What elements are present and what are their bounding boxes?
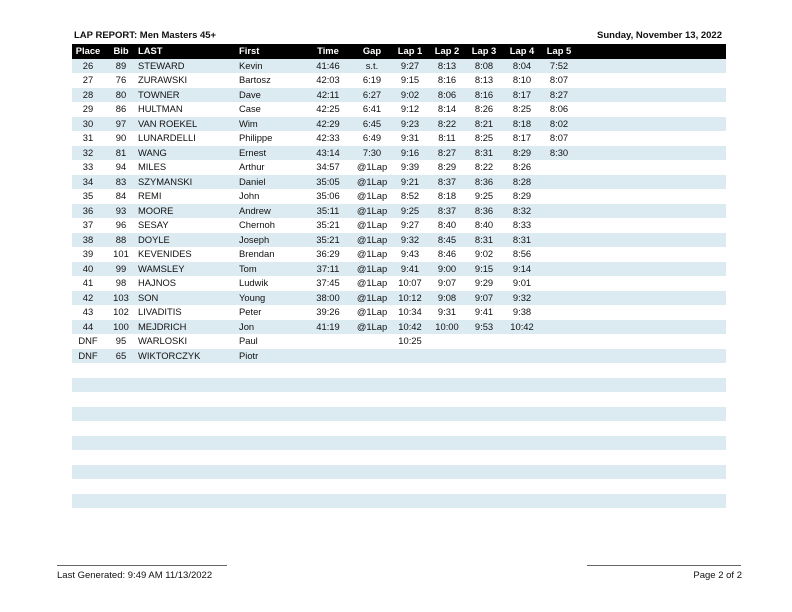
table-row — [72, 378, 726, 393]
lap-table — [72, 44, 726, 508]
cell-time: 41:19 — [316, 320, 340, 332]
table-row — [72, 131, 726, 146]
cell-lap3: 9:53 — [474, 320, 494, 332]
cell-last: WANG — [138, 146, 167, 158]
cell-first: Jon — [239, 320, 255, 332]
cell-first: Bartosz — [239, 74, 271, 85]
col-header-bib: Bib — [113, 45, 129, 56]
table-header-row — [72, 44, 726, 59]
table-row — [72, 450, 726, 465]
cell-gap: @1Lap — [356, 175, 388, 187]
cell-lap3: 9:41 — [474, 306, 494, 317]
cell-first: Ernest — [239, 146, 267, 158]
cell-time: 36:29 — [316, 248, 340, 259]
cell-last: WAMSLEY — [138, 262, 185, 274]
table-row — [72, 146, 726, 161]
cell-lap1: 9:32 — [400, 233, 420, 245]
cell-time: 35:06 — [316, 190, 340, 201]
cell-lap1: 9:21 — [400, 175, 420, 187]
col-header-lap5: Lap 5 — [546, 45, 572, 56]
cell-first: Philippe — [239, 132, 273, 143]
col-header-gap: Gap — [362, 45, 382, 56]
cell-bib: 83 — [115, 175, 127, 187]
cell-gap: @1Lap — [356, 204, 388, 216]
cell-last: SESAY — [138, 219, 169, 230]
cell-gap: 6:41 — [362, 103, 382, 114]
cell-last: HAJNOS — [138, 277, 177, 288]
table-row — [72, 218, 726, 233]
table-row — [72, 175, 726, 190]
cell-first: Piotr — [239, 349, 259, 361]
cell-lap2: 10:00 — [435, 320, 459, 332]
cell-lap4: 8:17 — [512, 132, 532, 143]
cell-lap4: 8:25 — [512, 103, 532, 114]
cell-place: 34 — [82, 175, 94, 187]
table-row — [72, 421, 726, 436]
cell-bib: 101 — [113, 248, 129, 259]
cell-lap4: 8:28 — [512, 175, 532, 187]
cell-place: 35 — [82, 190, 94, 201]
cell-place: 30 — [82, 117, 94, 129]
cell-place: 27 — [82, 74, 94, 85]
cell-lap4: 8:56 — [512, 248, 532, 259]
cell-first: Wim — [239, 117, 258, 129]
cell-place: 29 — [82, 103, 94, 114]
cell-bib: 103 — [113, 291, 129, 303]
cell-lap3: 8:08 — [474, 59, 494, 71]
cell-place: 26 — [82, 59, 94, 71]
report-title: LAP REPORT: Men Masters 45+ — [74, 30, 217, 41]
last-generated-text: Last Generated: 9:49 AM 11/13/2022 — [57, 570, 213, 581]
cell-lap2: 8:22 — [437, 117, 457, 129]
cell-lap4: 8:33 — [512, 219, 532, 230]
table-row — [72, 233, 726, 248]
table-row — [72, 305, 726, 320]
cell-time: 34:57 — [316, 161, 340, 172]
cell-lap2: 8:16 — [437, 74, 457, 85]
cell-lap2: 8:13 — [437, 59, 457, 71]
cell-first: Paul — [239, 335, 258, 346]
cell-bib: 100 — [113, 320, 129, 332]
cell-lap1: 8:52 — [400, 190, 420, 201]
cell-place: 37 — [82, 219, 94, 230]
cell-last: HULTMAN — [138, 103, 183, 114]
cell-last: SZYMANSKI — [138, 175, 193, 187]
footer-rule-right — [587, 565, 741, 566]
cell-place: 33 — [82, 161, 94, 172]
table-row — [72, 276, 726, 291]
cell-lap5: 8:07 — [549, 132, 569, 143]
cell-lap1: 9:23 — [400, 117, 420, 129]
cell-lap3: 8:13 — [474, 74, 494, 85]
cell-lap2: 8:18 — [437, 190, 457, 201]
cell-time: 42:29 — [316, 117, 340, 129]
cell-first: John — [239, 190, 260, 201]
cell-lap5: 8:06 — [549, 103, 569, 114]
cell-first: Chernoh — [239, 219, 275, 230]
cell-lap3: 8:31 — [474, 233, 494, 245]
cell-lap5: 7:52 — [549, 59, 569, 71]
col-header-time: Time — [317, 45, 339, 56]
cell-last: MEJDRICH — [138, 320, 187, 332]
cell-lap3: 8:25 — [474, 132, 494, 143]
cell-gap: @1Lap — [356, 306, 388, 317]
table-row — [72, 363, 726, 378]
cell-place: DNF — [78, 349, 98, 361]
cell-place: 31 — [82, 132, 94, 143]
page-number: Page 2 of 2 — [693, 570, 742, 581]
cell-lap2: 9:00 — [437, 262, 457, 274]
cell-bib: 65 — [115, 349, 127, 361]
table-row — [72, 247, 726, 262]
cell-place: 39 — [82, 248, 94, 259]
cell-last: VAN ROEKEL — [138, 117, 198, 129]
cell-lap5: 8:27 — [549, 88, 569, 100]
cell-bib: 96 — [115, 219, 127, 230]
cell-lap4: 8:26 — [512, 161, 532, 172]
table-row — [72, 189, 726, 204]
table-row — [72, 465, 726, 480]
footer-rule-left — [57, 565, 227, 566]
cell-last: REMI — [138, 190, 162, 201]
table-row — [72, 479, 726, 494]
cell-lap3: 8:16 — [474, 88, 494, 100]
cell-lap3: 8:21 — [474, 117, 494, 129]
cell-lap1: 10:07 — [398, 277, 422, 288]
cell-lap1: 9:15 — [400, 74, 420, 85]
cell-last: LIVADITIS — [138, 306, 182, 317]
cell-time: 39:26 — [316, 306, 340, 317]
cell-time: 35:21 — [316, 233, 340, 245]
cell-lap3: 8:31 — [474, 146, 494, 158]
cell-lap3: 8:40 — [474, 219, 494, 230]
cell-place: 41 — [82, 277, 94, 288]
table-row — [72, 349, 726, 364]
cell-first: Daniel — [239, 175, 266, 187]
cell-bib: 76 — [115, 74, 127, 85]
col-header-lap2: Lap 2 — [434, 45, 460, 56]
cell-lap4: 8:31 — [512, 233, 532, 245]
cell-place: DNF — [78, 335, 98, 346]
cell-lap4: 10:42 — [510, 320, 534, 332]
cell-gap: 6:45 — [362, 117, 382, 129]
table-row — [72, 392, 726, 407]
cell-lap3: 9:29 — [474, 277, 494, 288]
cell-place: 32 — [82, 146, 94, 158]
cell-first: Arthur — [239, 161, 265, 172]
cell-lap4: 8:10 — [512, 74, 532, 85]
cell-lap4: 8:18 — [512, 117, 532, 129]
cell-lap1: 9:02 — [400, 88, 420, 100]
cell-lap1: 9:41 — [400, 262, 420, 274]
cell-bib: 98 — [115, 277, 127, 288]
cell-lap4: 9:01 — [512, 277, 532, 288]
cell-gap: @1Lap — [356, 262, 388, 274]
cell-lap2: 8:11 — [438, 132, 456, 143]
cell-last: MILES — [138, 161, 167, 172]
cell-lap2: 8:29 — [437, 161, 457, 172]
cell-gap: @1Lap — [356, 320, 388, 332]
table-row — [72, 88, 726, 103]
cell-first: Peter — [239, 306, 262, 317]
cell-first: Brendan — [239, 248, 275, 259]
cell-place: 42 — [82, 291, 94, 303]
cell-last: SON — [138, 291, 159, 303]
cell-bib: 97 — [115, 117, 127, 129]
cell-time: 38:00 — [316, 291, 340, 303]
cell-first: Young — [239, 291, 266, 303]
cell-gap: 6:27 — [362, 88, 382, 100]
col-header-lap4: Lap 4 — [509, 45, 535, 56]
cell-gap: 6:19 — [362, 74, 382, 85]
cell-last: ZURAWSKI — [138, 74, 188, 85]
cell-lap4: 8:32 — [512, 204, 532, 216]
cell-time: 35:05 — [316, 175, 340, 187]
cell-last: STEWARD — [138, 59, 185, 71]
cell-gap: @1Lap — [356, 248, 388, 259]
col-header-place: Place — [75, 45, 101, 56]
cell-time: 37:11 — [316, 262, 340, 274]
cell-first: Case — [239, 103, 261, 114]
cell-time: 35:21 — [316, 219, 340, 230]
table-row — [72, 262, 726, 277]
cell-lap4: 8:29 — [512, 146, 532, 158]
col-header-last: LAST — [138, 45, 163, 56]
cell-gap: @1Lap — [356, 233, 388, 245]
cell-place: 44 — [82, 320, 94, 332]
table-row — [72, 160, 726, 175]
cell-gap: @1Lap — [356, 219, 388, 230]
cell-last: WIKTORCZYK — [138, 349, 201, 361]
cell-last: DOYLE — [138, 233, 170, 245]
cell-lap2: 8:40 — [437, 219, 457, 230]
cell-first: Ludwik — [239, 277, 269, 288]
cell-bib: 84 — [115, 190, 127, 201]
cell-time: 42:11 — [316, 88, 340, 100]
table-row — [72, 436, 726, 451]
cell-bib: 88 — [115, 233, 127, 245]
cell-lap2: 9:08 — [437, 291, 457, 303]
cell-bib: 80 — [115, 88, 127, 100]
table-row — [72, 117, 726, 132]
cell-place: 40 — [82, 262, 94, 274]
cell-last: LUNARDELLI — [138, 132, 196, 143]
cell-gap: @1Lap — [356, 190, 388, 201]
cell-lap3: 8:22 — [474, 161, 494, 172]
cell-gap: @1Lap — [356, 161, 388, 172]
cell-bib: 86 — [115, 103, 127, 114]
cell-time: 35:11 — [316, 204, 340, 216]
cell-place: 43 — [82, 306, 94, 317]
col-header-lap1: Lap 1 — [397, 45, 423, 56]
col-header-first: First — [239, 45, 260, 56]
table-row — [72, 59, 726, 74]
cell-lap5: 8:30 — [549, 146, 569, 158]
cell-time: 41:46 — [316, 59, 340, 71]
cell-lap1: 10:42 — [398, 320, 422, 332]
cell-first: Kevin — [239, 59, 263, 71]
table-row — [72, 320, 726, 335]
cell-first: Dave — [239, 88, 261, 100]
cell-first: Tom — [239, 262, 257, 274]
cell-last: TOWNER — [138, 88, 180, 100]
cell-last: KEVENIDES — [138, 248, 192, 259]
cell-time: 37:45 — [316, 277, 340, 288]
cell-place: 38 — [82, 233, 94, 245]
cell-lap4: 9:38 — [512, 306, 532, 317]
cell-place: 28 — [82, 88, 94, 100]
cell-lap4: 8:29 — [512, 190, 532, 201]
cell-lap3: 9:25 — [474, 190, 494, 201]
cell-time: 42:33 — [316, 132, 340, 143]
cell-last: MOORE — [138, 204, 174, 216]
cell-lap1: 9:27 — [400, 219, 420, 230]
cell-bib: 89 — [115, 59, 127, 71]
cell-gap: 7:30 — [362, 146, 382, 158]
cell-lap5: 8:07 — [549, 74, 569, 85]
cell-lap3: 8:26 — [474, 103, 494, 114]
table-row — [72, 407, 726, 422]
cell-lap1: 9:43 — [400, 248, 420, 259]
cell-lap2: 8:46 — [437, 248, 457, 259]
cell-last: WARLOSKI — [138, 335, 188, 346]
cell-gap: @1Lap — [356, 291, 388, 303]
cell-lap3: 9:15 — [474, 262, 494, 274]
cell-bib: 90 — [115, 132, 127, 143]
cell-lap1: 9:25 — [400, 204, 420, 216]
cell-lap1: 9:31 — [400, 132, 420, 143]
cell-lap3: 9:02 — [474, 248, 494, 259]
table-row — [72, 204, 726, 219]
cell-place: 36 — [82, 204, 94, 216]
table-row — [72, 291, 726, 306]
cell-lap1: 9:16 — [400, 146, 420, 158]
cell-lap1: 9:12 — [400, 103, 420, 114]
cell-bib: 94 — [115, 161, 127, 172]
cell-first: Andrew — [239, 204, 271, 216]
cell-bib: 99 — [115, 262, 127, 274]
cell-lap2: 8:45 — [437, 233, 457, 245]
cell-lap4: 8:17 — [512, 88, 532, 100]
cell-lap4: 9:14 — [512, 262, 532, 274]
cell-bib: 93 — [115, 204, 127, 216]
table-row — [72, 102, 726, 117]
cell-first: Joseph — [239, 233, 270, 245]
cell-lap1: 10:34 — [398, 306, 422, 317]
table-row — [72, 334, 726, 349]
cell-time: 42:03 — [316, 74, 340, 85]
cell-gap: 6:49 — [362, 132, 382, 143]
cell-lap2: 8:37 — [437, 204, 457, 216]
table-row — [72, 494, 726, 509]
cell-lap2: 8:27 — [437, 146, 457, 158]
cell-lap5: 8:02 — [549, 117, 569, 129]
cell-lap3: 8:36 — [474, 175, 494, 187]
cell-lap3: 9:07 — [474, 291, 494, 303]
cell-gap: @1Lap — [356, 277, 388, 288]
cell-lap4: 8:04 — [512, 59, 532, 71]
cell-lap4: 9:32 — [512, 291, 532, 303]
table-row — [72, 73, 726, 88]
table-body — [72, 59, 726, 509]
cell-bib: 95 — [115, 335, 127, 346]
cell-bib: 81 — [115, 146, 127, 158]
report-date: Sunday, November 13, 2022 — [597, 30, 722, 41]
cell-lap2: 8:14 — [437, 103, 457, 114]
cell-bib: 102 — [113, 306, 129, 317]
cell-lap1: 9:39 — [400, 161, 420, 172]
cell-lap1: 10:12 — [398, 291, 422, 303]
cell-lap1: 9:27 — [400, 59, 420, 71]
cell-lap2: 9:07 — [437, 277, 457, 288]
cell-gap: s.t. — [365, 59, 379, 71]
cell-lap2: 8:37 — [437, 175, 457, 187]
cell-lap1: 10:25 — [398, 335, 422, 346]
cell-lap3: 8:36 — [474, 204, 494, 216]
col-header-lap3: Lap 3 — [471, 45, 497, 56]
cell-time: 43:14 — [316, 146, 340, 158]
cell-time: 42:25 — [316, 103, 340, 114]
cell-lap2: 8:06 — [437, 88, 457, 100]
cell-lap2: 9:31 — [437, 306, 457, 317]
